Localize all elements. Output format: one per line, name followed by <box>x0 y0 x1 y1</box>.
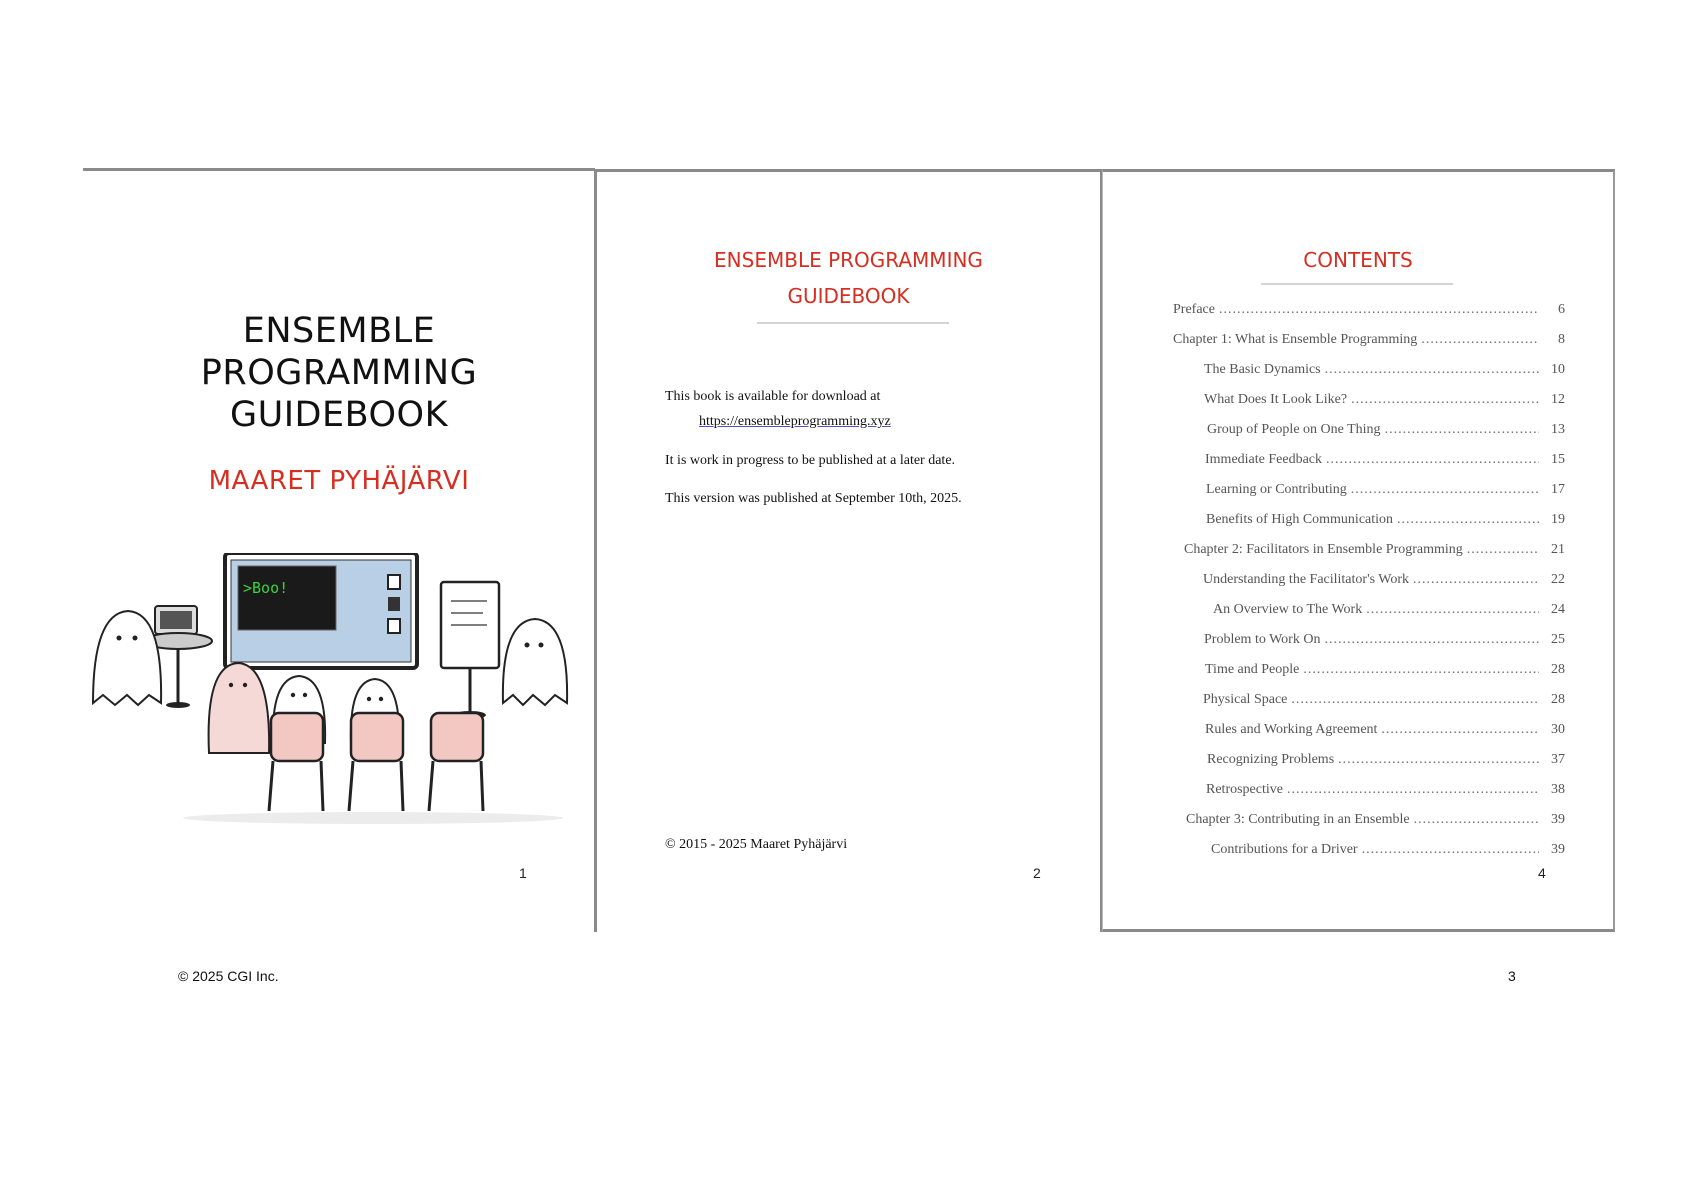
toc-entry[interactable] <box>1205 662 1565 678</box>
cover-author: MAARET PYHÄJÄRVI <box>208 466 470 496</box>
footer-copyright: © 2025 CGI Inc. <box>178 968 279 984</box>
toc-entry-title: Contributions for a Driver <box>1211 842 1358 857</box>
toc-leader-dots <box>1397 512 1539 528</box>
divider <box>757 322 949 324</box>
toc-entry-title: Understanding the Facilitator's Work <box>1203 572 1410 587</box>
toc-entry[interactable] <box>1211 842 1565 858</box>
toc-entry-page: 38 <box>1551 782 1565 797</box>
toc-entry-page: 21 <box>1551 542 1565 557</box>
toc-entry[interactable] <box>1204 632 1565 648</box>
cover-page <box>83 168 595 931</box>
toc-entry-page: 39 <box>1551 842 1565 857</box>
page-number: 1 <box>519 865 527 881</box>
toc-entry[interactable] <box>1184 542 1565 558</box>
toc-leader-dots <box>1291 692 1539 708</box>
toc-entry[interactable] <box>1206 482 1565 498</box>
title-page-heading <box>597 242 1100 314</box>
toc-entry[interactable] <box>1207 752 1565 768</box>
toc-entry-title: Learning or Contributing <box>1206 482 1347 497</box>
toc-entry-title: Group of People on One Thing <box>1207 422 1381 437</box>
toc-entry-title: Retrospective <box>1206 782 1283 797</box>
toc-leader-dots <box>1413 572 1539 588</box>
page-number: 4 <box>1538 865 1546 881</box>
cover-title-line: GUIDEBOOK <box>229 395 449 435</box>
toc-entry[interactable] <box>1204 362 1565 378</box>
toc-entry-page: 6 <box>1558 302 1565 317</box>
toc-leader-dots <box>1385 422 1539 438</box>
toc-entry[interactable] <box>1173 302 1565 318</box>
toc-entry-page: 30 <box>1551 722 1565 737</box>
contents-heading: CONTENTS <box>1303 248 1413 272</box>
toc-entry-title: Preface <box>1173 302 1215 317</box>
toc-entry-title: Rules and Working Agreement <box>1205 722 1378 737</box>
toc-entry-page: 39 <box>1551 812 1565 827</box>
progress-text: It is work in progress to be published at a later date. <box>665 453 956 468</box>
toc-leader-dots <box>1325 362 1539 378</box>
toc-leader-dots <box>1381 722 1539 738</box>
toc-entry[interactable] <box>1206 782 1565 798</box>
slide-number: 3 <box>1508 968 1516 984</box>
toc-leader-dots <box>1326 452 1539 468</box>
toc-entry-title: Recognizing Problems <box>1207 752 1335 767</box>
toc-entry-title: Physical Space <box>1203 692 1288 707</box>
toc-leader-dots <box>1467 542 1539 558</box>
toc-leader-dots <box>1414 812 1539 828</box>
screen-text: >Boo! <box>243 579 289 597</box>
toc-entry-title: The Basic Dynamics <box>1204 362 1321 377</box>
page-number: 2 <box>1033 865 1041 881</box>
toc-entry[interactable] <box>1205 452 1565 468</box>
toc-entry-page: 28 <box>1551 662 1565 677</box>
toc-leader-dots <box>1351 392 1539 408</box>
toc-entry-title: Chapter 1: What is Ensemble Programming <box>1173 332 1418 347</box>
toc-entry[interactable] <box>1203 692 1565 708</box>
toc-entry-page: 25 <box>1551 632 1565 647</box>
divider <box>1261 283 1453 285</box>
toc-entry-page: 17 <box>1551 482 1565 497</box>
toc-leader-dots <box>1338 752 1539 768</box>
toc-entry-title: What Does It Look Like? <box>1204 392 1348 407</box>
toc-entry[interactable] <box>1205 722 1565 738</box>
toc-entry-page: 24 <box>1551 602 1565 617</box>
heading-line: ENSEMBLE PROGRAMMING <box>714 248 983 272</box>
cover-title <box>83 310 595 436</box>
toc-entry-page: 15 <box>1551 452 1565 467</box>
toc-leader-dots <box>1351 482 1539 498</box>
cover-title-line: PROGRAMMING <box>200 353 478 393</box>
toc-entry-page: 8 <box>1558 332 1565 347</box>
ghosts-illustration <box>83 553 595 833</box>
download-link[interactable]: https://ensembleprogramming.xyz <box>699 414 891 429</box>
toc-leader-dots <box>1287 782 1539 798</box>
toc-entry-title: An Overview to The Work <box>1213 602 1363 617</box>
contents-page <box>1102 169 1615 932</box>
version-text: This version was published at September 10th, 2025. <box>665 491 962 506</box>
toc-entry-title: Chapter 3: Contributing in an Ensemble <box>1186 812 1410 827</box>
toc-entry-page: 37 <box>1551 752 1565 767</box>
toc-entry-title: Benefits of High Communication <box>1206 512 1394 527</box>
toc-entry[interactable] <box>1206 512 1565 528</box>
toc-entry-page: 19 <box>1551 512 1565 527</box>
toc-entry[interactable] <box>1173 332 1565 348</box>
copyright-text: © 2015 - 2025 Maaret Pyhäjärvi <box>665 837 848 852</box>
toc-leader-dots <box>1366 602 1539 618</box>
toc-entry-title: Time and People <box>1205 662 1300 677</box>
cover-title-line: ENSEMBLE <box>242 311 436 351</box>
toc-entry-page: 28 <box>1551 692 1565 707</box>
toc-entry-page: 13 <box>1551 422 1565 437</box>
toc-entry[interactable] <box>1204 392 1565 408</box>
toc-leader-dots <box>1219 302 1539 318</box>
toc-entry-page: 12 <box>1551 392 1565 407</box>
download-text: This book is available for download at <box>665 389 881 404</box>
toc-leader-dots <box>1421 332 1539 348</box>
heading-line: GUIDEBOOK <box>787 284 910 308</box>
toc-entry-title: Chapter 2: Facilitators in Ensemble Programming <box>1184 542 1463 557</box>
toc-entry[interactable] <box>1186 812 1565 828</box>
toc-entry-page: 10 <box>1551 362 1565 377</box>
toc-entry-page: 22 <box>1551 572 1565 587</box>
toc-leader-dots <box>1303 662 1539 678</box>
toc-entry-title: Immediate Feedback <box>1205 452 1323 467</box>
toc-leader-dots <box>1324 632 1539 648</box>
toc-entry-title: Problem to Work On <box>1204 632 1321 647</box>
title-page <box>594 169 1103 932</box>
toc-entry[interactable] <box>1213 602 1565 618</box>
toc-entry[interactable] <box>1207 422 1565 438</box>
toc-leader-dots <box>1362 842 1539 858</box>
toc-entry[interactable] <box>1203 572 1565 588</box>
